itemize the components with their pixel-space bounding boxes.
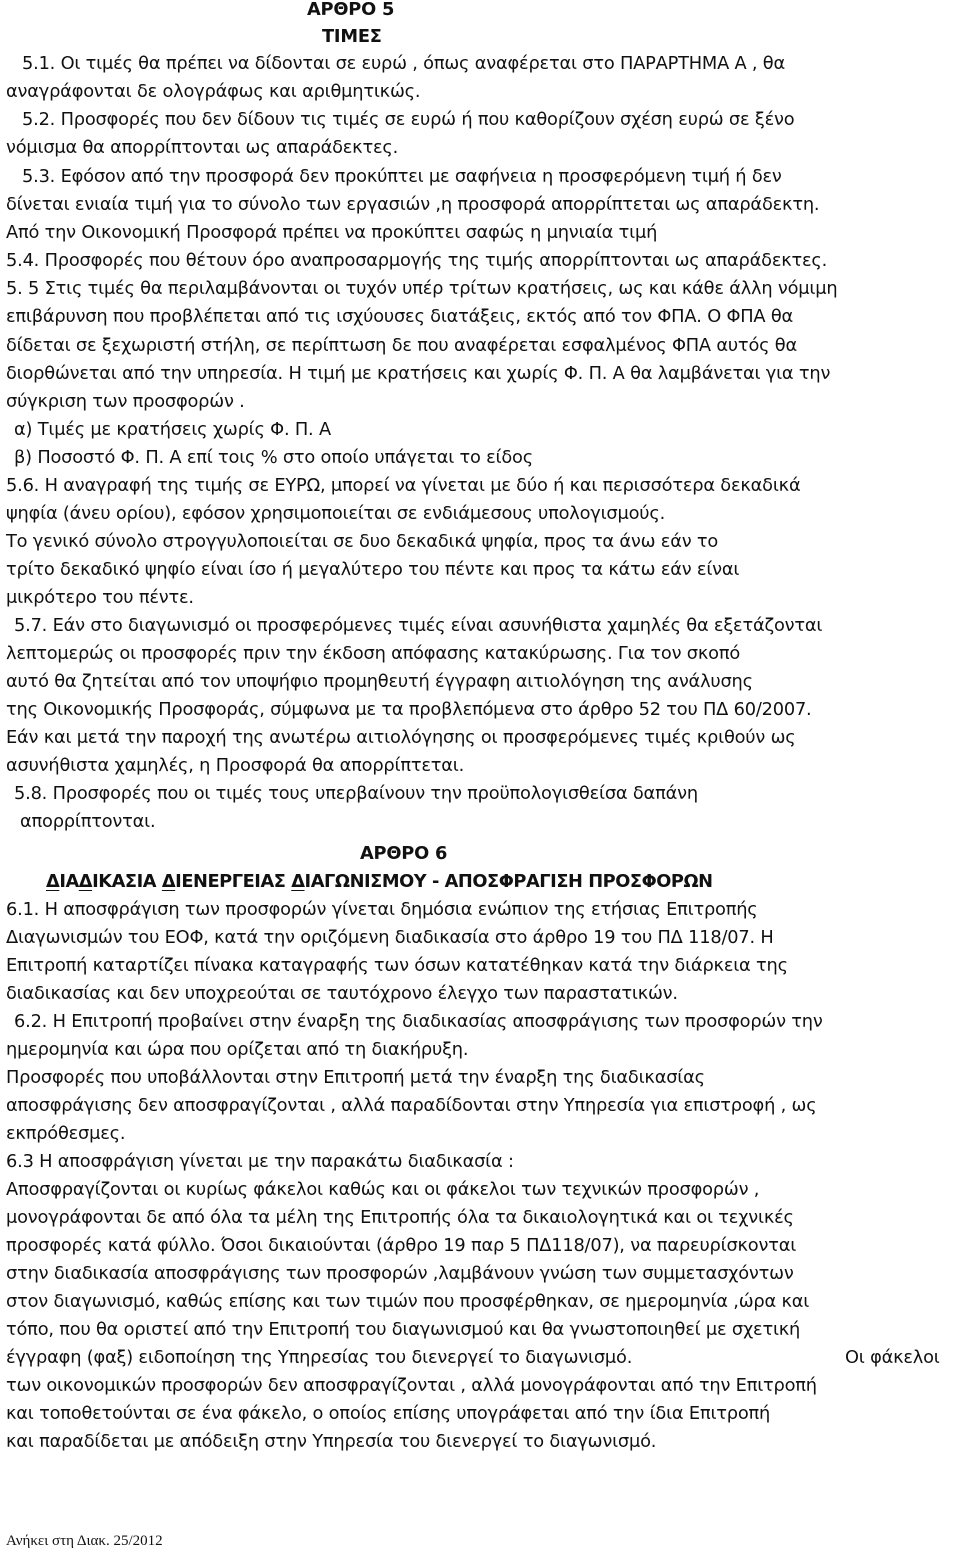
- paragraph-line: 5.1. Οι τιμές θα πρέπει να δίδονται σε ευρώ , όπως αναφέρεται στο ΠΑΡΑΡΤΗΜΑ Α , θα: [22, 53, 786, 74]
- paragraph-line: λεπτομερώς οι προσφορές πριν την έκδοση απόφασης κατακύρωσης. Για τον σκοπό: [6, 643, 741, 664]
- subtitle-underlined-letter: Δ: [161, 871, 176, 892]
- paragraph-line: έγγραφη (φαξ) ειδοποίηση της Υπηρεσίας του διενεργεί το διαγωνισμό.: [6, 1347, 633, 1368]
- paragraph-line: ασυνήθιστα χαμηλές, η Προσφορά θα απορρίπτεται.: [6, 755, 465, 776]
- paragraph-line: μικρότερο του πέντε.: [6, 587, 194, 608]
- paragraph-line: 5.4. Προσφορές που θέτουν όρο αναπροσαρμογής της τιμής απορρίπτονται ως απαράδεκτες.: [6, 250, 828, 271]
- paragraph-line: 5. 5 Στις τιμές θα περιλαμβάνονται οι τυχόν υπέρ τρίτων κρατήσεις, ως και κάθε άλλη νόμιμη: [6, 278, 838, 299]
- page-footer: Ανήκει στη Διακ. 25/2012: [6, 1533, 163, 1549]
- paragraph-line: 5.7. Εάν στο διαγωνισμό οι προσφερόμενες τιμές είναι ασυνήθιστα χαμηλές θα εξετάζονται: [14, 615, 823, 636]
- paragraph-line: Εάν και μετά την παροχή της ανωτέρω αιτιολόγησης οι προσφερόμενες τιμές κριθούν ως: [6, 727, 796, 748]
- article5-subtitle: ΤΙΜΕΣ: [322, 26, 382, 47]
- paragraph-line: απορρίπτονται.: [20, 811, 156, 832]
- paragraph-line: 6.3 Η αποσφράγιση γίνεται με την παρακάτω διαδικασία :: [6, 1151, 514, 1172]
- paragraph-line: 5.3. Εφόσον από την προσφορά δεν προκύπτει με σαφήνεια η προσφερόμενη τιμή ή δεν: [22, 166, 782, 187]
- list-item: α) Τιμές με κρατήσεις χωρίς Φ. Π. Α: [14, 419, 331, 440]
- paragraph-line: 5.2. Προσφορές που δεν δίδουν τις τιμές σε ευρώ ή που καθορίζουν σχέση ευρώ σε ξένο: [22, 109, 795, 130]
- paragraph-line: νόμισμα θα απορρίπτονται ως απαράδεκτες.: [6, 137, 399, 158]
- subtitle-underlined-letter: Δ: [291, 871, 305, 892]
- paragraph-line: μονογράφονται δε από όλα τα μέλη της Επιτροπής όλα τα δικαιολογητικά και οι τεχνικές: [6, 1207, 794, 1228]
- paragraph-line: 5.8. Προσφορές που οι τιμές τους υπερβαίνουν την προϋπολογισθείσα δαπάνη: [14, 783, 698, 804]
- article6-title: ΑΡΘΡΟ 6: [360, 843, 448, 864]
- paragraph-line: διορθώνεται από την υπηρεσία. Η τιμή με κρατήσεις και χωρίς Φ. Π. Α θα λαμβάνεται για την: [6, 363, 831, 384]
- paragraph-line: 6.2. Η Επιτροπή προβαίνει στην έναρξη της διαδικασίας αποσφράγισης των προσφορών την: [14, 1011, 823, 1032]
- paragraph-line: ημερομηνία και ώρα που ορίζεται από τη διακήρυξη.: [6, 1039, 469, 1060]
- paragraph-line: και τοποθετούνται σε ένα φάκελο, ο οποίος επίσης υπογράφεται από την ίδια Επιτροπή: [6, 1403, 771, 1424]
- paragraph-line: Από την Οικονομική Προσφορά πρέπει να προκύπτει σαφώς η μηνιαία τιμή: [6, 222, 658, 243]
- article6-subtitle: ΔΙΑΔΙΚΑΣΙΑ ΔΙΕΝΕΡΓΕΙΑΣ ΔΙΑΓΩΝΙΣΜΟΥ - ΑΠΟΣΦΡΑΓΙΣΗ ΠΡΟΣΦΟΡΩΝ: [46, 871, 713, 892]
- paragraph-line: Προσφορές που υποβάλλονται στην Επιτροπή μετά την έναρξη της διαδικασίας: [6, 1067, 705, 1088]
- paragraph-line: ψηφία (άνευ ορίου), εφόσον χρησιμοποιείται σε ενδιάμεσους υπολογισμούς.: [6, 503, 666, 524]
- paragraph-line: των οικονομικών προσφορών δεν αποσφραγίζονται , αλλά μονογράφονται από την Επιτροπή: [6, 1375, 817, 1396]
- paragraph-line: στην διαδικασία αποσφράγισης των προσφορών ,λαμβάνουν γνώση των συμμετασχόντων: [6, 1263, 794, 1284]
- subtitle-underlined-letter: Δ: [78, 871, 93, 892]
- paragraph-line: 6.1. Η αποσφράγιση των προσφορών γίνεται δημόσια ενώπιον της ετήσιας Επιτροπής: [6, 899, 758, 920]
- article5-title: ΑΡΘΡΟ 5: [307, 0, 395, 20]
- paragraph-line: και παραδίδεται με απόδειξη στην Υπηρεσία του διενεργεί το διαγωνισμό.: [6, 1431, 657, 1452]
- paragraph-line: εκπρόθεσμες.: [6, 1123, 126, 1144]
- paragraph-line: δίνεται ενιαία τιμή για το σύνολο των εργασιών ,η προσφορά απορρίπτεται ως απαράδεκτη.: [6, 194, 820, 215]
- paragraph-line: δίδεται σε ξεχωριστή στήλη, σε περίπτωση δε που αναφέρεται εσφαλμένος ΦΠΑ αυτός θα: [6, 335, 798, 356]
- paragraph-line: αποσφράγισης δεν αποσφραγίζονται , αλλά παραδίδονται στην Υπηρεσία για επιστροφή , ως: [6, 1095, 817, 1116]
- subtitle-underlined-letter: Δ: [46, 871, 60, 892]
- list-item: β) Ποσοστό Φ. Π. Α επί τοις % στο οποίο υπάγεται το είδος: [14, 447, 533, 468]
- paragraph-line: της Οικονομικής Προσφοράς, σύμφωνα με τα προβλεπόμενα στο άρθρο 52 του ΠΔ 60/2007.: [6, 699, 812, 720]
- paragraph-line: διαδικασίας και δεν υποχρεούται σε ταυτόχρονο έλεγχο των παραστατικών.: [6, 983, 678, 1004]
- paragraph-line: Διαγωνισμών του ΕΟΦ, κατά την οριζόμενη διαδικασία στο άρθρο 19 του ΠΔ 118/07. Η: [6, 927, 774, 948]
- paragraph-line: αυτό θα ζητείται από τον υποψήφιο προμηθευτή έγγραφη αιτιολόγηση της ανάλυσης: [6, 671, 753, 692]
- paragraph-line: τόπο, που θα οριστεί από την Επιτροπή του διαγωνισμού και θα γνωστοποιηθεί με σχετική: [6, 1319, 801, 1340]
- paragraph-line: Επιτροπή καταρτίζει πίνακα καταγραφής των όσων κατατέθηκαν κατά την διάρκεια της: [6, 955, 788, 976]
- paragraph-line: Οι φάκελοι: [845, 1347, 940, 1368]
- paragraph-line: επιβάρυνση που προβλέπεται από τις ισχύουσες διατάξεις, εκτός από τον ΦΠΑ. Ο ΦΠΑ θα: [6, 306, 794, 327]
- paragraph-line: στον διαγωνισμό, καθώς επίσης και των τιμών που προσφέρθηκαν, σε ημερομηνία ,ώρα και: [6, 1291, 810, 1312]
- paragraph-line: Το γενικό σύνολο στρογγυλοποιείται σε δυο δεκαδικά ψηφία, προς τα άνω εάν το: [6, 531, 719, 552]
- paragraph-line: Αποσφραγίζονται οι κυρίως φάκελοι καθώς και οι φάκελοι των τεχνικών προσφορών ,: [6, 1179, 760, 1200]
- paragraph-line: τρίτο δεκαδικό ψηφίο είναι ίσο ή μεγαλύτερο του πέντε και προς τα κάτω εάν είναι: [6, 559, 740, 580]
- paragraph-line: αναγράφονται δε ολογράφως και αριθμητικώς.: [6, 81, 421, 102]
- paragraph-line: προσφορές κατά φύλλο. Όσοι δικαιούνται (άρθρο 19 παρ 5 ΠΔ118/07), να παρευρίσκονται: [6, 1235, 797, 1256]
- paragraph-line: σύγκριση των προσφορών .: [6, 391, 245, 412]
- paragraph-line: 5.6. Η αναγραφή της τιμής σε ΕΥΡΩ, μπορεί να γίνεται με δύο ή και περισσότερα δεκαδικά: [6, 475, 801, 496]
